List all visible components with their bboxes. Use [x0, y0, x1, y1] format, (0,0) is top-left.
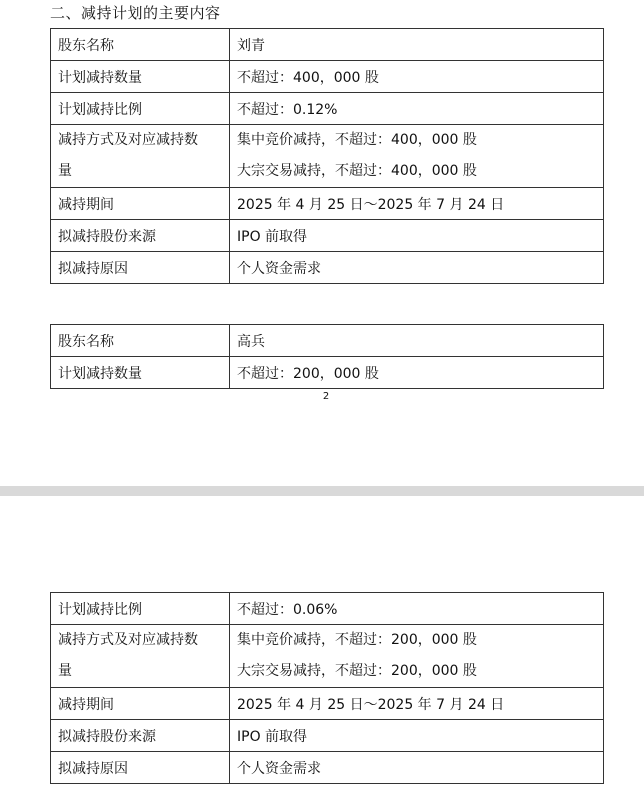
label-line: 减持方式及对应减持数	[58, 632, 198, 648]
row-label: 计划减持数量	[51, 357, 230, 389]
row-label: 股东名称	[51, 29, 230, 61]
label-line: 量	[58, 163, 72, 179]
row-value: 个人资金需求	[230, 252, 604, 284]
row-value	[230, 625, 604, 688]
shareholder-table-gaobing-continued	[50, 592, 604, 784]
shareholder-table-gaobing	[50, 324, 604, 389]
section-title: 二、减持计划的主要内容	[50, 4, 221, 22]
table-row	[51, 688, 604, 720]
page-number: 2	[322, 391, 330, 402]
row-value: 刘青	[230, 29, 604, 61]
value-line: 大宗交易减持，不超过：400，000 股	[237, 163, 477, 179]
row-value: 高兵	[230, 325, 604, 357]
table-row	[51, 752, 604, 784]
row-label	[51, 625, 230, 688]
table-row	[51, 93, 604, 125]
row-value: IPO 前取得	[230, 720, 604, 752]
row-label	[51, 125, 230, 188]
page-separator	[0, 486, 644, 496]
row-value: 2025 年 4 月 25 日～2025 年 7 月 24 日	[230, 688, 604, 720]
row-label: 计划减持比例	[51, 93, 230, 125]
table-row	[51, 125, 604, 188]
row-label: 拟减持股份来源	[51, 720, 230, 752]
table-row	[51, 593, 604, 625]
row-label: 计划减持比例	[51, 593, 230, 625]
table-row	[51, 357, 604, 389]
row-label: 股东名称	[51, 325, 230, 357]
row-value: 不超过：200，000 股	[230, 357, 604, 389]
label-line: 量	[58, 663, 72, 679]
row-value	[230, 125, 604, 188]
row-value: 不超过：0.06%	[230, 593, 604, 625]
table-row	[51, 325, 604, 357]
row-value: IPO 前取得	[230, 220, 604, 252]
row-value: 个人资金需求	[230, 752, 604, 784]
row-label: 减持期间	[51, 688, 230, 720]
table-row	[51, 625, 604, 688]
table-row	[51, 188, 604, 220]
row-label: 计划减持数量	[51, 61, 230, 93]
table-row	[51, 220, 604, 252]
table-row	[51, 720, 604, 752]
row-value: 2025 年 4 月 25 日～2025 年 7 月 24 日	[230, 188, 604, 220]
row-value: 不超过：0.12%	[230, 93, 604, 125]
shareholder-table-liuqing	[50, 28, 604, 284]
row-label: 减持期间	[51, 188, 230, 220]
row-label: 拟减持原因	[51, 752, 230, 784]
row-label: 拟减持原因	[51, 252, 230, 284]
table-row	[51, 29, 604, 61]
label-line: 减持方式及对应减持数	[58, 132, 198, 148]
row-value: 不超过：400，000 股	[230, 61, 604, 93]
value-line: 集中竞价减持，不超过：200，000 股	[237, 632, 477, 648]
table-row	[51, 61, 604, 93]
value-line: 大宗交易减持，不超过：200，000 股	[237, 663, 477, 679]
table-row	[51, 252, 604, 284]
row-label: 拟减持股份来源	[51, 220, 230, 252]
value-line: 集中竞价减持，不超过：400，000 股	[237, 132, 477, 148]
